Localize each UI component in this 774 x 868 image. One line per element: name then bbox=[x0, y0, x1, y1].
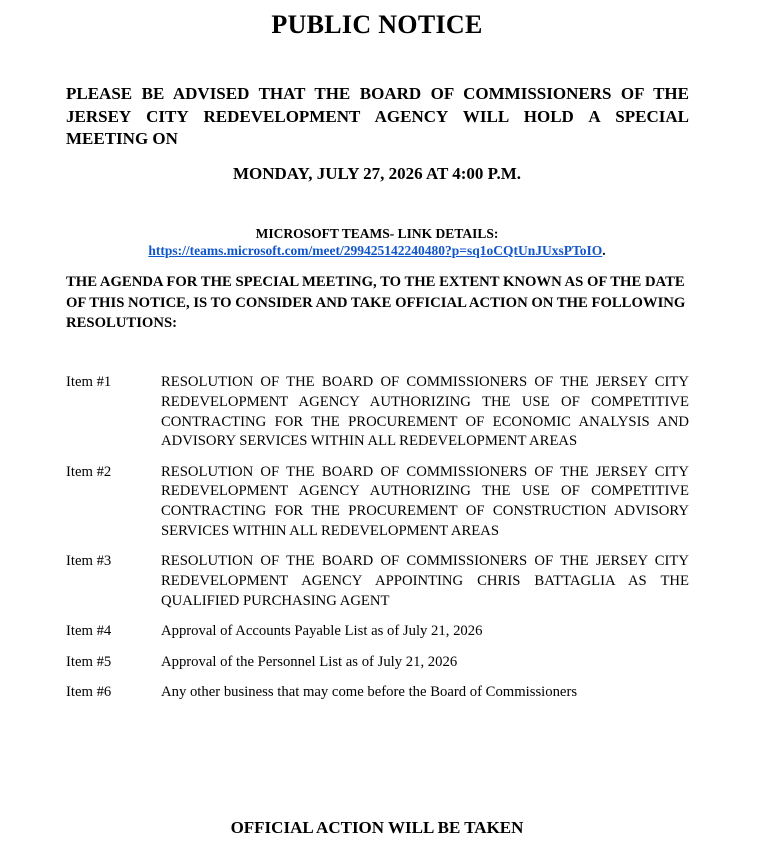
agenda-item-list bbox=[66, 373, 689, 713]
agenda-item-text: Any other business that may come before the Board of Commissioners bbox=[161, 683, 578, 700]
page-title: PUBLIC NOTICE bbox=[271, 10, 483, 39]
agenda-intro: THE AGENDA FOR THE SPECIAL MEETING, TO THE EXTENT KNOWN AS OF THE DATE OF THIS NOTICE, IS TO CONSIDER AND TAKE OFFICIAL ACTION ON THE FOLLOWING RESOLUTIONS: bbox=[66, 274, 686, 331]
agenda-item-text: RESOLUTION OF THE BOARD OF COMMISSIONERS OF THE JERSEY CITY REDEVELOPMENT AGENCY AUTHORIZING THE USE OF COMPETITIVE CONTRACTING FOR THE PROCUREMENT OF ECONOMIC ANALYSIS AND ADVISORY SERVICES WITHIN ALL REDEVELOPMENT AREAS bbox=[161, 374, 689, 450]
teams-meeting-link[interactable]: https://teams.microsoft.com/meet/299425142240480?p=sq1oCQtUnJUxsPToIO bbox=[148, 243, 603, 258]
agenda-item-text: Approval of the Personnel List as of July 21, 2026 bbox=[161, 653, 458, 670]
teams-link-suffix: . bbox=[602, 243, 606, 258]
agenda-item-text: Approval of Accounts Payable List as of July 21, 2026 bbox=[161, 623, 483, 640]
agenda-item bbox=[66, 653, 689, 673]
agenda-item bbox=[66, 683, 689, 703]
closing-statement: OFFICIAL ACTION WILL BE TAKEN bbox=[230, 818, 524, 837]
agenda-item-number: Item #4 bbox=[66, 623, 112, 640]
agenda-item-number: Item #5 bbox=[66, 653, 112, 670]
agenda-item-text: RESOLUTION OF THE BOARD OF COMMISSIONERS OF THE JERSEY CITY REDEVELOPMENT AGENCY APPOINTING CHRIS BATTAGLIA AS THE QUALIFIED PURCHASING AGENT bbox=[161, 553, 689, 609]
advisory-paragraph: PLEASE BE ADVISED THAT THE BOARD OF COMMISSIONERS OF THE JERSEY CITY REDEVELOPMENT AGENCY WILL HOLD A SPECIAL MEETING ON bbox=[66, 84, 689, 148]
agenda-item-number: Item #1 bbox=[66, 374, 112, 390]
teams-heading: MICROSOFT TEAMS- LINK DETAILS: bbox=[255, 226, 499, 241]
agenda-item-text: RESOLUTION OF THE BOARD OF COMMISSIONERS OF THE JERSEY CITY REDEVELOPMENT AGENCY AUTHORIZING THE USE OF COMPETITIVE CONTRACTING FOR THE PROCUREMENT OF CONSTRUCTION ADVISORY SERVICES WITHIN ALL REDEVELOPMENT AREAS bbox=[161, 463, 689, 540]
teams-link-line bbox=[0, 243, 754, 259]
agenda-item-number: Item #2 bbox=[66, 463, 112, 480]
agenda-item-number: Item #6 bbox=[66, 683, 112, 700]
agenda-item bbox=[66, 552, 689, 611]
agenda-item bbox=[66, 463, 689, 542]
agenda-item bbox=[66, 373, 689, 452]
agenda-item bbox=[66, 622, 689, 642]
agenda-item-number: Item #3 bbox=[66, 553, 112, 570]
meeting-datetime: MONDAY, JULY 27, 2026 AT 4:00 P.M. bbox=[232, 164, 522, 183]
